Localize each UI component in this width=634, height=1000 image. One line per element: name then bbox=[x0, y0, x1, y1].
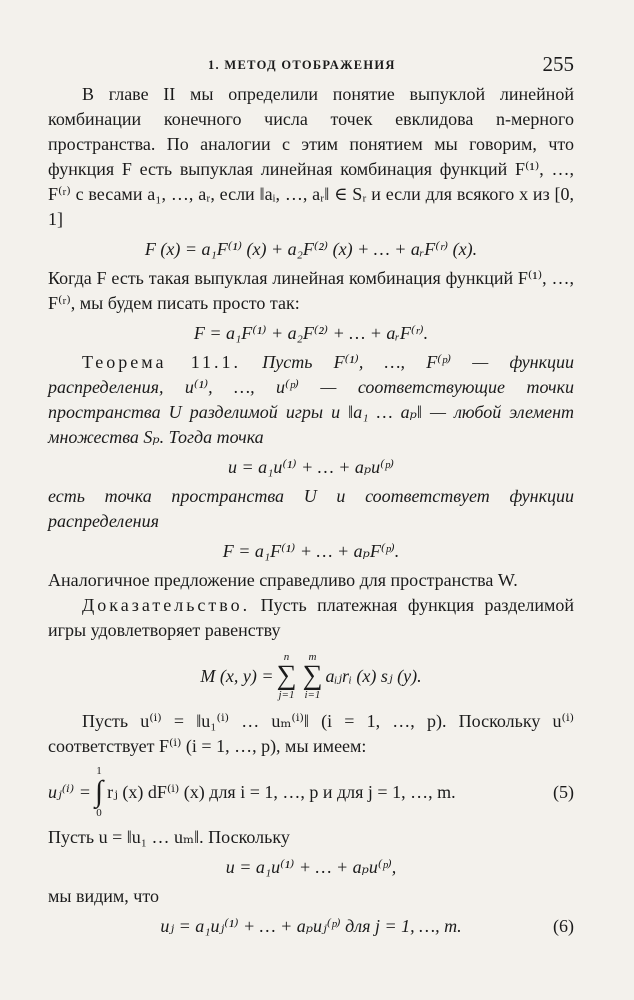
theorem-text-2: есть точка пространства U и соответствует функции распределения bbox=[48, 486, 574, 531]
page-number: 255 bbox=[542, 52, 574, 76]
sum-i-top: m bbox=[308, 651, 317, 663]
formula-8 bbox=[48, 913, 574, 939]
sum-i bbox=[302, 651, 322, 701]
integral-icon: ∫ bbox=[94, 775, 104, 808]
integral-bottom: 0 bbox=[96, 807, 102, 819]
formula-3: u = a₁u⁽¹⁾ + … + aₚu⁽ᵖ⁾ bbox=[227, 457, 395, 477]
sum-i-bottom: i=1 bbox=[304, 689, 321, 701]
theorem-text: Пусть F⁽¹⁾, …, F⁽ᵖ⁾ — функции распределения, u⁽¹⁾, …, u⁽ᵖ⁾ — соответствующие точки пространства U разделимой игры и ‖a₁ … aₚ‖ — любой элемент множества Sₚ. Тогда точка bbox=[48, 352, 575, 447]
formula-6-right: rⱼ (x) dF⁽ⁱ⁾ (x) для i = 1, …, p и для j = 1, …, m. bbox=[107, 781, 456, 802]
formula-6-left: uⱼ⁽ⁱ⁾ = bbox=[48, 781, 91, 802]
formula-5 bbox=[48, 651, 574, 701]
sum-j-bottom: j=1 bbox=[278, 689, 295, 701]
paragraph-5: Пусть u⁽ⁱ⁾ = ‖u₁⁽ⁱ⁾ … uₘ⁽ⁱ⁾‖ (i = 1, …, p). Поскольку u⁽ⁱ⁾ соответствует F⁽ⁱ⁾ (i = 1, …, p), мы имеем: bbox=[48, 711, 574, 756]
paragraph-1: В главе II мы определили понятие выпуклой линейной комбинации конечного числа точек евклидова n-мерного пространства. По аналогии с этим понятием мы говорим, что функция F есть выпуклая линейная комбинация функций F⁽¹⁾, …, F⁽ʳ⁾ с весами a₁, …, aᵣ, если ‖aᵢ, …, aᵣ‖ ∈ Sᵣ и если для всякого x из [0, 1] bbox=[48, 84, 574, 229]
sum-j bbox=[277, 651, 297, 701]
paragraph-6: Пусть u = ‖u₁ … uₘ‖. Поскольку bbox=[48, 827, 290, 847]
paragraph-3: Аналогичное предложение справедливо для пространства W. bbox=[48, 570, 518, 590]
paragraph-7: мы видим, что bbox=[48, 886, 159, 906]
formula-1: F (x) = a₁F⁽¹⁾ (x) + a₂F⁽²⁾ (x) + … + aᵣF⁽ʳ⁾ (x). bbox=[144, 239, 478, 259]
formula-8-body: uⱼ = a₁uⱼ⁽¹⁾ + … + aₚuⱼ⁽ᵖ⁾ для j = 1, …, m. bbox=[160, 916, 462, 936]
sum-j-top: n bbox=[283, 651, 290, 663]
integral bbox=[95, 765, 103, 819]
proof-text: Пусть платежная функция разделимой игры удовлетворяет равенству bbox=[48, 595, 574, 640]
theorem-label: Теорема 11.1. bbox=[82, 352, 242, 372]
theorem bbox=[48, 350, 574, 450]
equation-number-6: (6) bbox=[553, 916, 574, 936]
formula-6 bbox=[48, 765, 574, 819]
sigma-icon: ∑ bbox=[302, 660, 323, 691]
formula-4: F = a₁F⁽¹⁾ + … + aₚF⁽ᵖ⁾. bbox=[222, 541, 400, 561]
formula-5-right: aᵢⱼrᵢ (x) sⱼ (y). bbox=[325, 665, 422, 686]
paragraph-2: Когда F есть такая выпуклая линейная комбинация функций F⁽¹⁾, …, F⁽ʳ⁾, мы будем писать просто так: bbox=[48, 268, 574, 313]
book-page bbox=[48, 46, 574, 943]
running-header bbox=[48, 46, 574, 82]
header-title: 1. МЕТОД ОТОБРАЖЕНИЯ bbox=[208, 58, 396, 72]
equation-number-5: (5) bbox=[553, 781, 574, 802]
proof-label: Доказательство. bbox=[82, 595, 251, 615]
integral-top: 1 bbox=[96, 765, 102, 777]
formula-2: F = a₁F⁽¹⁾ + a₂F⁽²⁾ + … + aᵣF⁽ʳ⁾. bbox=[193, 323, 429, 343]
formula-7: u = a₁u⁽¹⁾ + … + aₚu⁽ᵖ⁾, bbox=[225, 857, 397, 877]
proof bbox=[48, 593, 574, 643]
formula-5-left: M (x, y) = bbox=[200, 665, 274, 686]
sigma-icon: ∑ bbox=[276, 660, 297, 691]
